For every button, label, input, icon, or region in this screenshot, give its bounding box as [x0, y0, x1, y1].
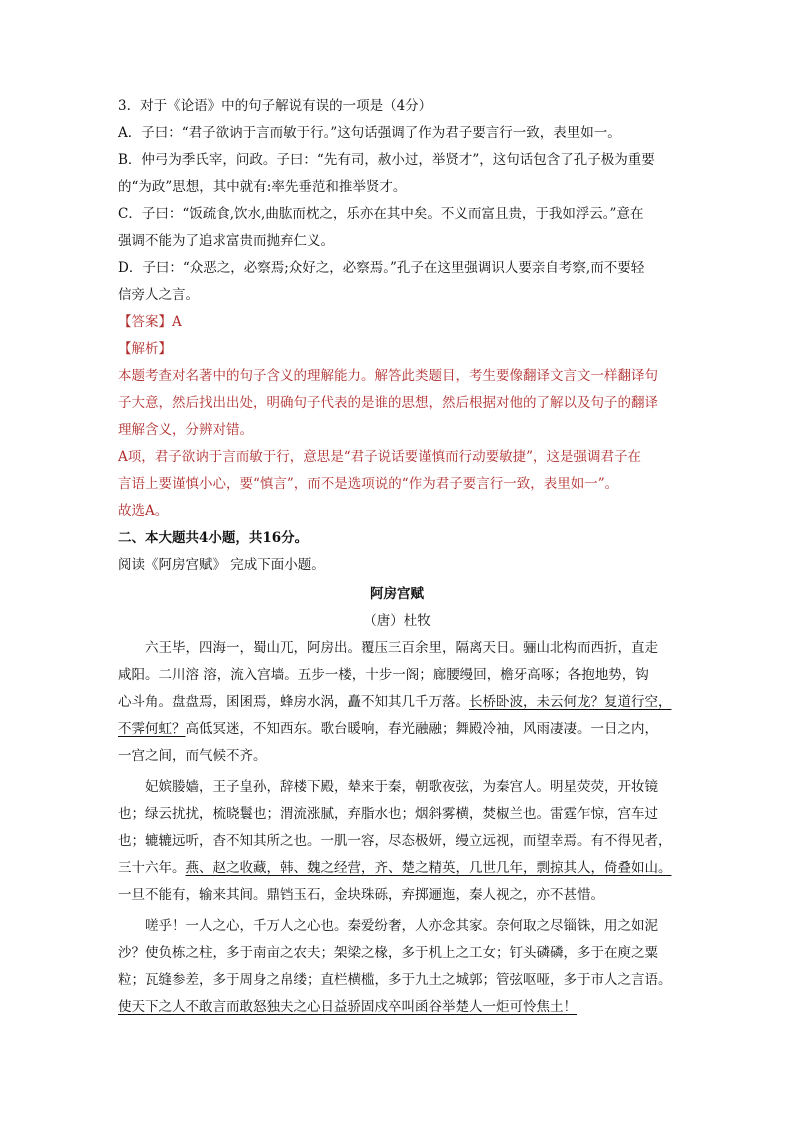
line-text: 一旦不能有，输来其间。鼎铛玉石，金块珠砾，弃掷逦迤，秦人视之，亦不甚惜。 [118, 887, 604, 903]
line-text: 妃嫔媵嫱，王子皇孙，辞楼下殿，辇来于秦，朝歌夜弦，为秦宫人。明星荧荧，开妆镜 [145, 779, 658, 795]
text-line [118, 693, 672, 711]
text-line [118, 886, 604, 904]
line-text: 一宫之间，而气候不齐。 [118, 748, 267, 764]
text-line [0, 612, 794, 630]
text-line [118, 475, 618, 493]
line-text: 也；绿云扰扰，梳晓鬟也；渭流涨腻，弃脂水也；烟斜雾横，焚椒兰也。雷霆乍惊，宫车过 [118, 806, 658, 822]
line-text: 3．对于《论语》中的句子解说有误的一项是（4分） [118, 98, 433, 114]
line-text: C．子曰：“饭疏食,饮水,曲肱而枕之，乐亦在其中矣。不义而富且贵，于我如浮云。”意在 [118, 206, 644, 222]
line-text: 子大意，然后找出出处，明确句子代表的是谁的思想，然后根据对他的了解以及句子的翻译 [118, 395, 658, 411]
text-line [118, 313, 182, 331]
text-line [118, 448, 641, 466]
text-line [118, 205, 643, 223]
line-text: 三十六年。 [118, 860, 186, 876]
text-line [118, 367, 658, 385]
line-text: 【答案】A [118, 314, 182, 330]
text-line [118, 421, 253, 439]
line-text: 故选A。 [118, 503, 169, 519]
text-line [118, 259, 644, 277]
text-line [118, 805, 658, 823]
text-line [118, 529, 308, 547]
line-text: 强调不能为了追求富贵而抛弃仁义。 [118, 233, 334, 249]
text-line [118, 556, 325, 574]
text-line [118, 666, 649, 684]
text-line [118, 998, 577, 1016]
text-line [118, 720, 658, 738]
text-line [145, 639, 658, 657]
line-text: 嗟乎！一人之心，千万人之心也。秦爱纷奢，人亦念其家。奈何取之尽锱铢，用之如泥 [145, 918, 658, 934]
line-text: 的“为政”思想，其中就有:率先垂范和推举贤才。 [118, 179, 407, 195]
line-text: 言语上要谨慎小心，要“慎言”，而不是选项说的“作为君子要言行一致，表里如一”。 [118, 476, 619, 492]
line-text: 阅读《阿房宫赋》 完成下面小题。 [118, 557, 325, 573]
line-text: A项，君子欲讷于言而敏于行，意思是“君子说话要谨慎而行动要敏捷”，这是强调君子在 [118, 449, 642, 465]
line-text: B．仲弓为季氏宰，问政。子曰：“先有司，赦小过，举贤才”，这句话包含了孔子极为重要 [118, 152, 655, 168]
line-text: （唐）杜牧 [363, 613, 431, 629]
line-text: A．子曰：“君子欲讷于言而敏于行。”这句话强调了作为君子要言行一致，表里如一。 [118, 125, 621, 141]
underlined-text: 不霁何虹？ [118, 721, 186, 737]
text-line [118, 97, 432, 115]
line-text: 本题考查对名著中的句子含义的理解能力。解答此类题目，考生要像翻译文言文一样翻译句 [118, 368, 658, 384]
text-line [118, 286, 199, 304]
line-text: 阿房宫赋 [370, 586, 424, 602]
line-text: 理解含义，分辨对错。 [118, 422, 253, 438]
text-line [118, 151, 655, 169]
line-text: 信旁人之言。 [118, 287, 199, 303]
text-line [118, 394, 658, 412]
text-line [118, 859, 672, 877]
text-line [118, 832, 672, 850]
line-text: 粒；瓦缝参差，多于周身之帛缕；直栏横槛，多于九土之城郭；管弦呕哑，多于市人之言语。 [118, 972, 672, 988]
text-line [0, 585, 794, 603]
text-line [118, 178, 406, 196]
line-text: 【解析】 [118, 341, 172, 357]
text-line [118, 340, 172, 358]
text-line [118, 232, 334, 250]
line-text: 咸阳。二川溶 溶，流入宫墙。五步一楼，十步一阁；廊腰缦回，檐牙高啄；各抱地势，钩 [118, 667, 649, 683]
text-line [118, 124, 621, 142]
line-text: 沙？使负栋之柱，多于南亩之农夫；架梁之椽，多于机上之工女；钉头磷磷，多于在庾之粟 [118, 945, 658, 961]
line-text: 心斗角。盘盘焉，囷囷焉，蜂房水涡，矗不知其几千万落。 [118, 694, 469, 710]
text-line [118, 747, 267, 765]
underlined-text: 使天下之人不敢言而敢怒独夫之心日益骄固戍卒叫函谷举楚人一炬可怜焦土！ [118, 999, 577, 1015]
line-text: 二、本大题共4小题，共16分。 [118, 530, 309, 546]
line-text: D．子曰：“众恶之，必察焉;众好之，必察焉。”孔子在这里强调识人要亲自考察,而不要轻 [118, 260, 645, 276]
text-line [145, 778, 658, 796]
underlined-text: 燕、赵之收藏，韩、魏之经营，齐、楚之精英，几世几年，剽掠其人，倚叠如山。 [185, 860, 672, 876]
text-line [145, 917, 658, 935]
text-line [118, 502, 168, 520]
line-text: 六王毕，四海一，蜀山兀，阿房出。覆压三百余里，隔离天日。骊山北构而西折，直走 [145, 640, 658, 656]
line-text: 高低冥迷，不知西东。歌台暖响，春光融融；舞殿冷袖，风雨凄凄。一日之内， [185, 721, 658, 737]
text-line [118, 971, 672, 989]
text-line [118, 944, 658, 962]
underlined-text: 长桥卧波，未云何龙？复道行空， [469, 694, 672, 710]
line-text: 也；辘辘远听，杳不知其所之也。一肌一容，尽态极妍，缦立远视，而望幸焉。有不得见者， [118, 833, 672, 849]
